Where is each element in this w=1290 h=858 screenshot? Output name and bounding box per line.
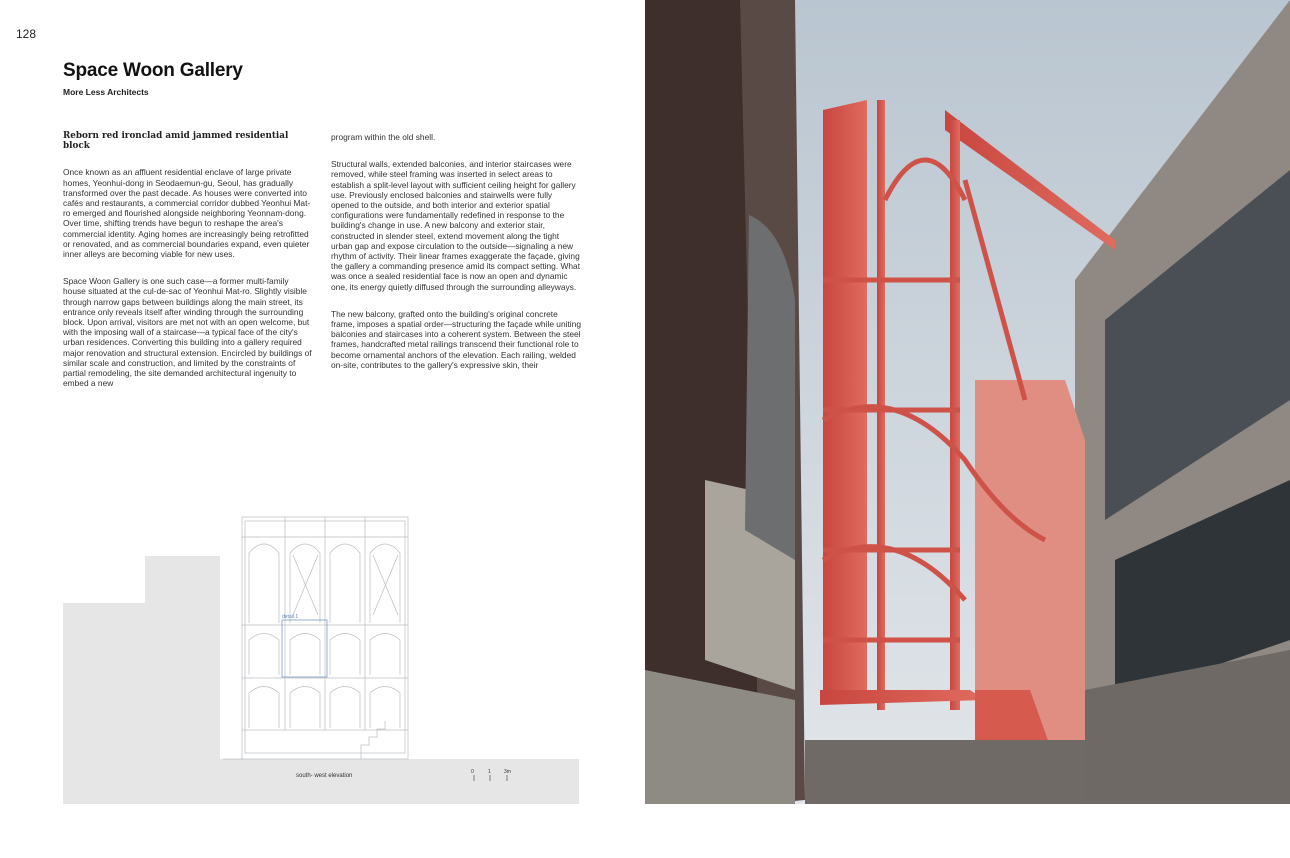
detail-label: detail 1 [282, 614, 299, 620]
page-number: 128 [16, 27, 37, 41]
south-west-elevation-drawing [63, 515, 579, 804]
gallery-photo [645, 0, 1290, 804]
paragraph: The new balcony, grafted onto the building's original concrete frame, imposes a spatial order—structuring the façade while uniting balconies and staircases into a coherent system. Between the steel frames, handcrafted metal railings transcend their functional role to become ornamental anchors of the elevation. Each railing, welded on-site, contributes to the gallery's expressive skin, their [331, 308, 581, 370]
elevation-label: south- west elevation [296, 773, 353, 779]
elevation-svg [63, 515, 579, 804]
section-heading: Reborn red ironclad amid jammed residential block [63, 131, 289, 152]
text-column-1 [63, 131, 313, 405]
paragraph: Once known as an affluent residential enclave of large private homes, Yeonhui-dong in Seodaemun-gu, Seoul, has gradually transformed over the past decade. As houses were converted into cafés and restaurants, a commercial corridor dubbed Yeonhui Mat-ro emerged and flourished alongside neighboring Yeonnam-dong. Over time, shifting trends have begun to reshape the area's commercial identity. Aging homes are increasingly being retrofitted or renovated, and as commercial boundaries expand, even quieter inner alleys are becoming viable for new uses. [63, 167, 311, 260]
paragraph: program within the old shell. [331, 132, 436, 142]
paragraph: Structural walls, extended balconies, and interior staircases were removed, while steel framing was inserted in select areas to establish a split-level layout with sufficient ceiling height for gallery use. Previously enclosed balconies and stairwells were fully opened to the outside, and both interior and exterior spatial configurations were fundamentally redefined in response to the building's change in use. A new balcony and exterior stair, constructed in slender steel, extend movement along the tight urban gap and expose circulation to the outside—signaling a new rhythm of activity. Their linear frames exaggerate the façade, giving the gallery a commanding presence amid its compact setting. What was once a sealed residential face is now an open and dynamic one, its energy quietly diffused through the surrounding alleyways. [331, 159, 581, 292]
text-column-2 [331, 132, 581, 387]
scale-3m: 3m [504, 769, 511, 775]
scale-0: 0 [471, 769, 474, 775]
scale-1: 1 [488, 769, 491, 775]
photo-svg [645, 0, 1290, 804]
page-title: Space Woon Gallery [63, 60, 243, 81]
architect-subtitle: More Less Architects [63, 87, 149, 97]
paragraph: Space Woon Gallery is one such case—a former multi-family house situated at the cul-de-sac of Yeonhui Mat-ro. Slightly visible through narrow gaps between buildings along the main street, its entrance only reveals itself after winding through the surrounding block. Upon arrival, visitors are met not with an open welcome, but with the imposing wall of a staircase—a typical face of the city's urban residences. Converting this building into a gallery required major renovation and structural extension. Encircled by buildings of similar scale and construction, and limited by the constraints of partial remodeling, the site demanded architectural ingenuity to embed a new [63, 276, 312, 389]
